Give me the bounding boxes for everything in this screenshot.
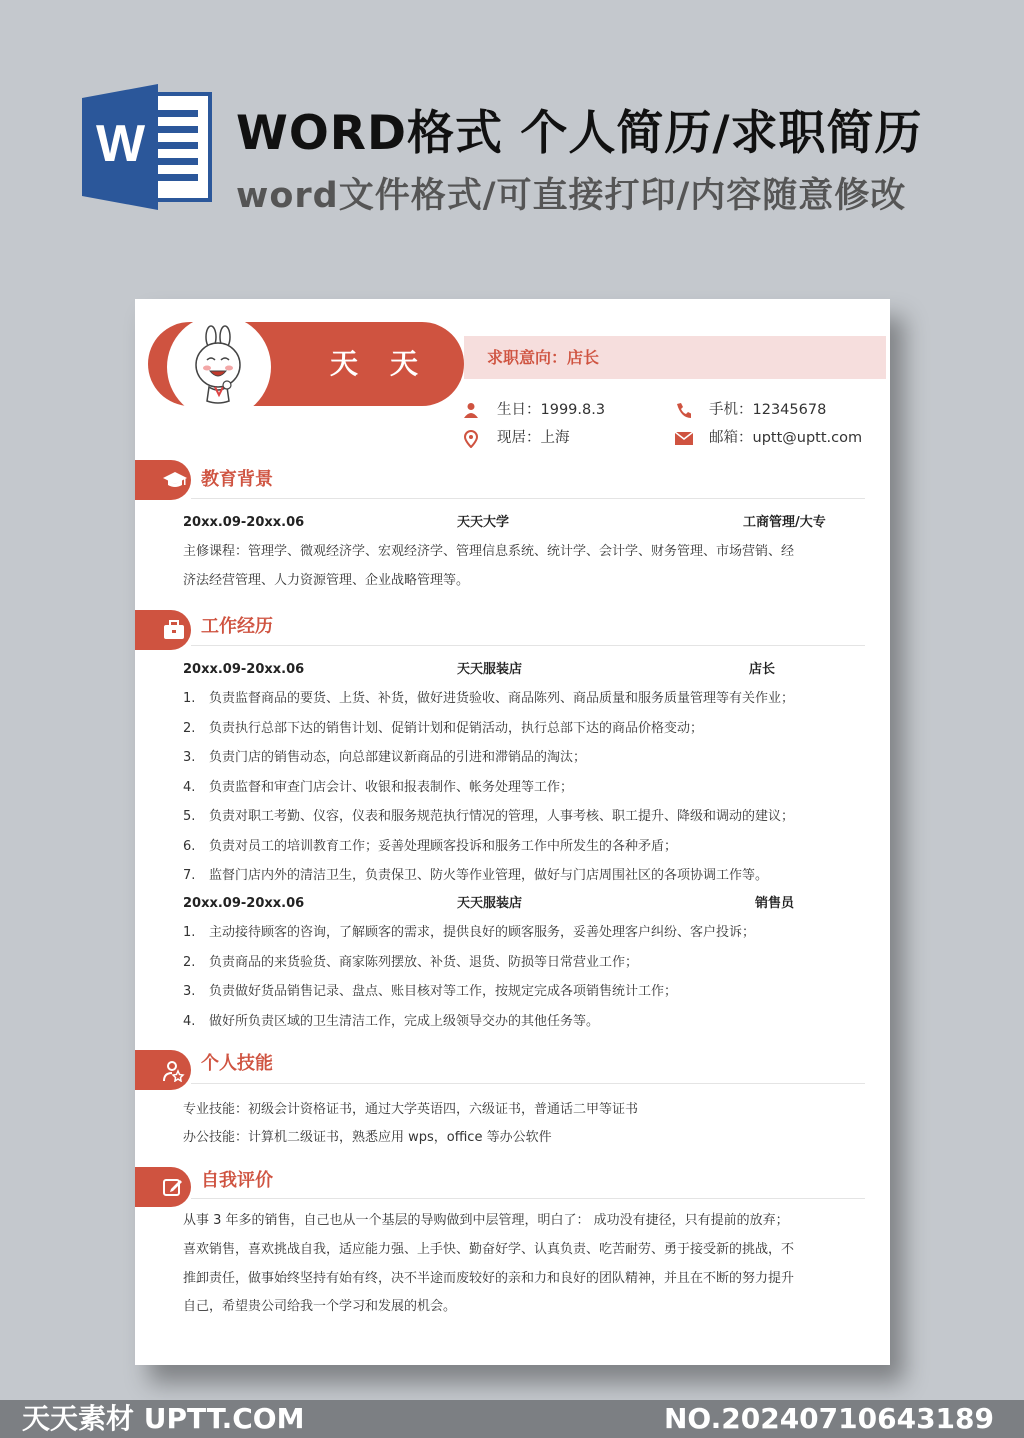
word-logo-icon <box>82 84 212 210</box>
resume-paper: 天 天 求职意向：店长 生日：1999.8.3 手机：12345678 现居：上海 邮箱：uptt@uptt.com 教育背景 20xx.09-20xx.06 天天大学 工商管理/大专 主修课程：管理学、微观经济学、宏观经济学、管理信息系统、统计学、会计学、财务管理、市场营销、经 济法经营管理、人力资源管理、企业战略管理等。 工作经历 20xx.09-20xx.06 天天服装店 店长 1. 负责监督商品的要货、上货、补货，做好进货验收、商品陈列、商品质量和服务质量管理等有关作业； 2. 负责执行总部下达的销售计划、促销计划和促销活动，执行总部下达的商品价格变动； 3. 负责门店的销售动态，向总部建议新商品的引进和滞销品的淘汰； 4. 负责监督和审查门店会计、收银和报表制作、帐务处理等工作； 5. 负责对职工考勤、仪容，仪表和服务规范执行情况的管理，人事考核、职工提升、降级和调动的建议； 6. 负责对员工的培训教育工作；妥善处理顾客投诉和服务工作中所发生的各种矛盾； 7. 监督门店内外的清洁卫生，负责保卫、防火等作业管理，做好与门店周围社区的各项协调工作等。 20xx.09-20xx.06 天天服装店 销售员 1. 主动接待顾客的咨询，了解顾客的需求，提供良好的顾客服务，妥善处理客户纠纷、客户投诉； 2. 负责商品的来货验货、商家陈列摆放、补货、退货、防损等日常营业工作； 3. 负责做好货品销售记录、盘点、账目核对等工作，按规定完成各项销售统计工作； 4. 做好所负责区域的卫生清洁工作，完成上级领导交办的其他任务等。 个人技能 专业技能：初级会计资格证书，通过大学英语四，六级证书，普通话二甲等证书 办公技能：计算机二级证书，熟悉应用 wps，office 等办公软件 自我评价 从事 3 年多的销售，自己也从一个基层的导购做到中层管理，明白了： 成功没有捷径，只有提前的放弃； 喜欢销售，喜欢挑战自我，适应能力强、上手快、勤奋好学、认真负责、吃苦耐劳、勇于接受新的挑战，不 推卸责任，做事始终坚持有始有终，决不半途而废较好的亲和力和良好的团队精神，并且在不断的努力提升 自己，希望贵公司给我一个学习和发展的机会。 <box>135 299 890 1365</box>
evaluation-divider <box>191 1198 865 1199</box>
banner-subtitle: word文件格式/可直接打印/内容随意修改 <box>236 176 907 216</box>
education-period: 20xx.09-20xx.06 <box>183 515 305 530</box>
footer-brand: 天天素材 UPTT.COM <box>22 1402 305 1435</box>
contact-phone: 手机：12345678 <box>675 399 885 421</box>
banner-title: WORD格式 个人简历/求职简历 <box>236 106 923 161</box>
evaluation-line: 自己，希望贵公司给我一个学习和发展的机会。 <box>183 1299 457 1314</box>
education-divider <box>191 498 865 499</box>
job-intent: 求职意向：店长 <box>487 348 600 367</box>
job1-period: 20xx.09-20xx.06 <box>183 662 305 677</box>
job2-period: 20xx.09-20xx.06 <box>183 896 305 911</box>
skills-divider <box>191 1083 865 1084</box>
phone-icon <box>675 402 691 418</box>
footer-bar <box>0 1400 1024 1438</box>
job1-company: 天天服装店 <box>457 662 523 677</box>
skills-title: 个人技能 <box>201 1053 273 1074</box>
evaluation-line: 从事 3 年多的销售，自己也从一个基层的导购做到中层管理，明白了： 成功没有捷径，只有提前的放弃； <box>183 1213 789 1228</box>
education-tab <box>135 460 191 500</box>
education-school: 天天大学 <box>457 515 510 530</box>
briefcase-icon <box>163 620 185 640</box>
education-major: 工商管理/大专 <box>743 515 826 530</box>
location-icon <box>463 430 479 448</box>
contact-email: 邮箱：uptt@uptt.com <box>675 427 890 449</box>
footer-number: NO.20240710643189 <box>663 1402 994 1435</box>
word-logo-letter: W <box>96 115 146 173</box>
evaluation-line: 喜欢销售，喜欢挑战自我，适应能力强、上手快、勤奋好学、认真负责、吃苦耐劳、勇于接受新的挑战，不 <box>183 1242 795 1257</box>
work-divider <box>191 645 865 646</box>
education-courses-line1: 主修课程：管理学、微观经济学、宏观经济学、管理信息系统、统计学、会计学、财务管理、市场营销、经 <box>183 544 795 559</box>
graduation-cap-icon <box>163 470 187 490</box>
mail-icon <box>675 432 693 446</box>
skill-office: 办公技能：计算机二级证书，熟悉应用 wps，office 等办公软件 <box>183 1130 552 1145</box>
evaluation-tab <box>135 1167 191 1207</box>
job1-position: 店长 <box>749 662 776 677</box>
work-tab <box>135 610 191 650</box>
education-courses-line2: 济法经营管理、人力资源管理、企业战略管理等。 <box>183 573 470 588</box>
person-star-icon <box>163 1060 185 1082</box>
evaluation-line: 推卸责任，做事始终坚持有始有终，决不半途而废较好的亲和力和良好的团队精神，并且在不断的努力提升 <box>183 1271 795 1286</box>
cartoon-avatar-icon <box>167 315 271 419</box>
skills-tab <box>135 1050 191 1090</box>
job2-position: 销售员 <box>755 896 795 911</box>
work-title: 工作经历 <box>201 616 273 637</box>
job2-company: 天天服装店 <box>457 896 523 911</box>
candidate-name: 天 天 <box>329 347 420 380</box>
person-icon <box>463 402 479 418</box>
contact-birth: 生日：1999.8.3 <box>463 399 663 421</box>
contact-residence: 现居：上海 <box>463 427 663 449</box>
education-title: 教育背景 <box>201 469 273 490</box>
edit-icon <box>163 1177 183 1197</box>
skill-professional: 专业技能：初级会计资格证书，通过大学英语四，六级证书，普通话二甲等证书 <box>183 1102 639 1117</box>
evaluation-title: 自我评价 <box>201 1170 273 1191</box>
